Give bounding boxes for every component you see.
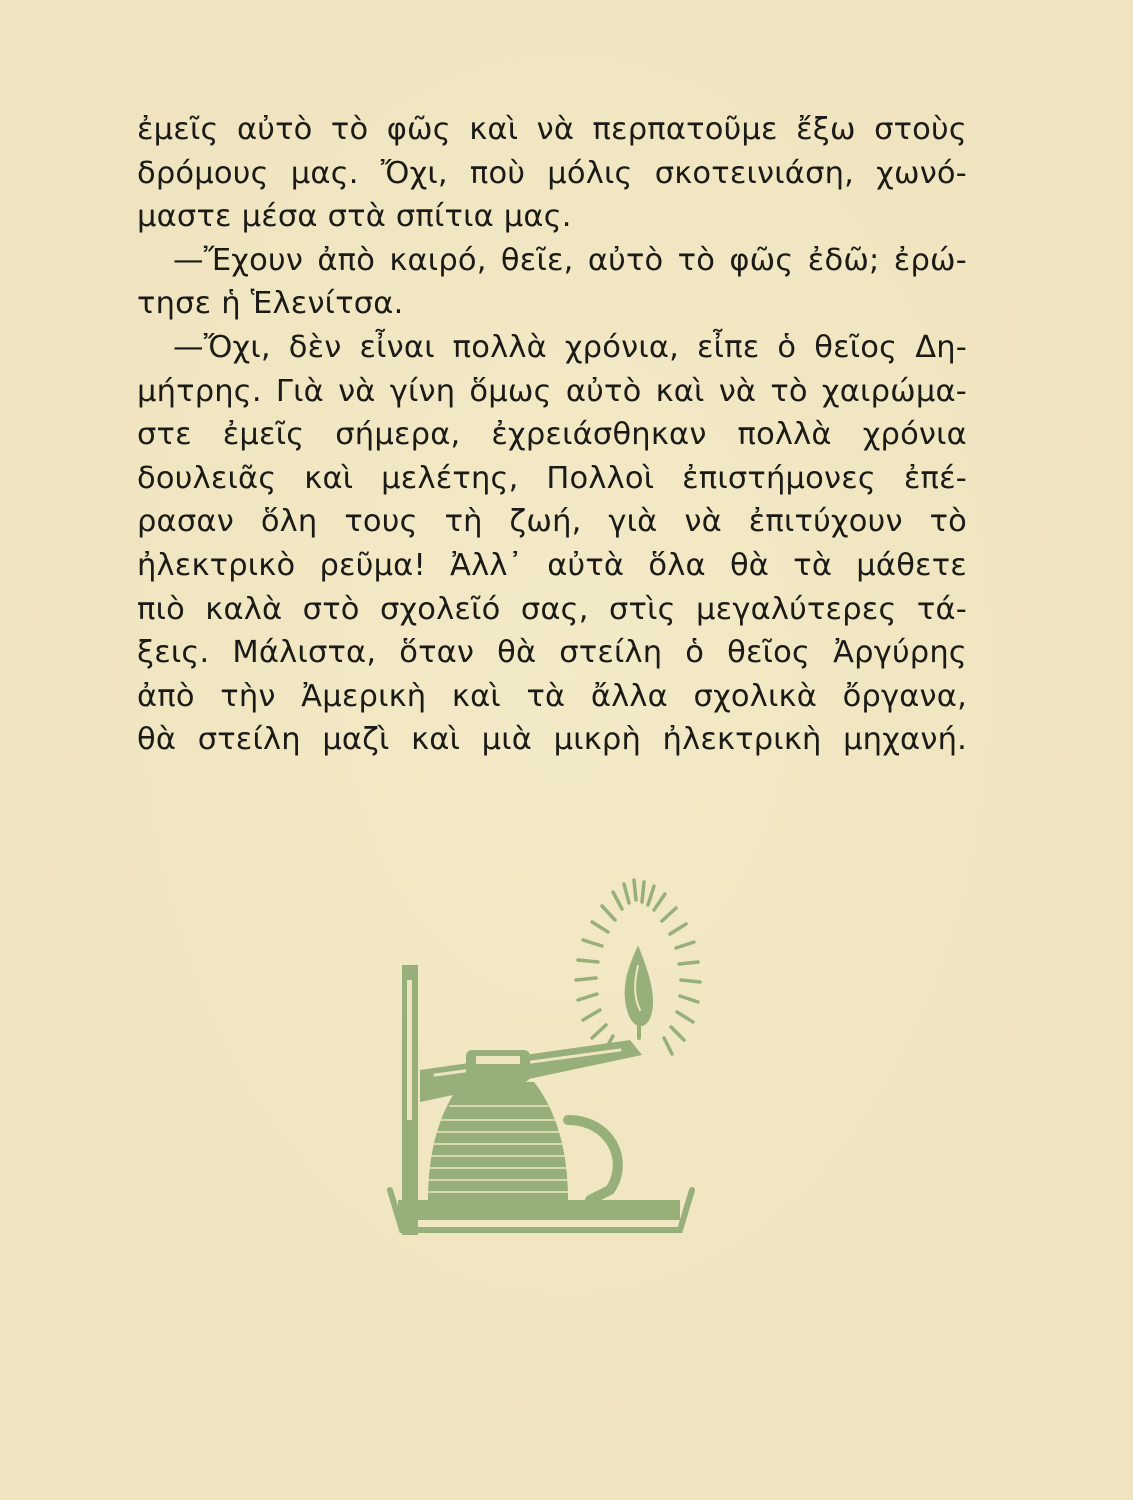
oil-lamp-icon <box>380 870 740 1250</box>
text-line: ρασαν ὅλη τους τὴ ζωή, γιὰ νὰ ἐπιτύχουν τὸ <box>137 504 967 540</box>
text-line: θὰ στείλη μαζὶ καὶ μιὰ μικρὴ ἠλεκτρικὴ μηχανή. <box>137 722 967 758</box>
text-line: πιὸ καλὰ στὸ σχολεῖό σας, στὶς μεγαλύτερες τά- <box>137 591 967 627</box>
text-line: ἐμεῖς αὐτὸ τὸ φῶς καὶ νὰ περπατοῦμε ἔξω στοὺς <box>137 112 967 147</box>
text-line: ἠλεκτρικὸ ρεῦμα! Ἀλλ᾽ αὐτὰ ὅλα θὰ τὰ μάθετε <box>137 547 967 583</box>
text-line: μαστε μέσα στὰ σπίτια μας. <box>137 199 572 235</box>
text-line: τησε ἡ Ἑλενίτσα. <box>137 286 404 322</box>
text-line: στε ἐμεῖς σήμερα, ἐχρειάσθηκαν πολλὰ χρόνια <box>137 417 967 453</box>
text-line: ἀπὸ τὴν Ἀμερικὴ καὶ τὰ ἄλλα σχολικὰ ὄργανα, <box>137 678 967 714</box>
text-line: ξεις. Μάλιστα, ὅταν θὰ στείλη ὁ θεῖος Ἀργύρης <box>137 635 967 671</box>
text-line: μήτρης. Γιὰ νὰ γίνη ὅμως αὐτὸ καὶ νὰ τὸ χαιρώμα- <box>137 373 967 409</box>
flame-icon <box>626 948 652 1025</box>
dialogue-line: —Ὄχι, δὲν εἶναι πολλὰ χρόνια, εἶπε ὁ θεῖος Δη- <box>173 329 967 365</box>
dialogue-line: —Ἔχουν ἀπὸ καιρό, θεῖε, αὐτὸ τὸ φῶς ἐδῶ; ἐρώ- <box>173 242 967 278</box>
body-text <box>137 108 967 762</box>
text-line: δουλειᾶς καὶ μελέτης, Πολλοὶ ἐπιστήμονες ἐπέ- <box>137 460 967 496</box>
text-line: δρόμους μας. Ὄχι, ποὺ μόλις σκοτεινιάση, χωνό- <box>137 155 967 191</box>
